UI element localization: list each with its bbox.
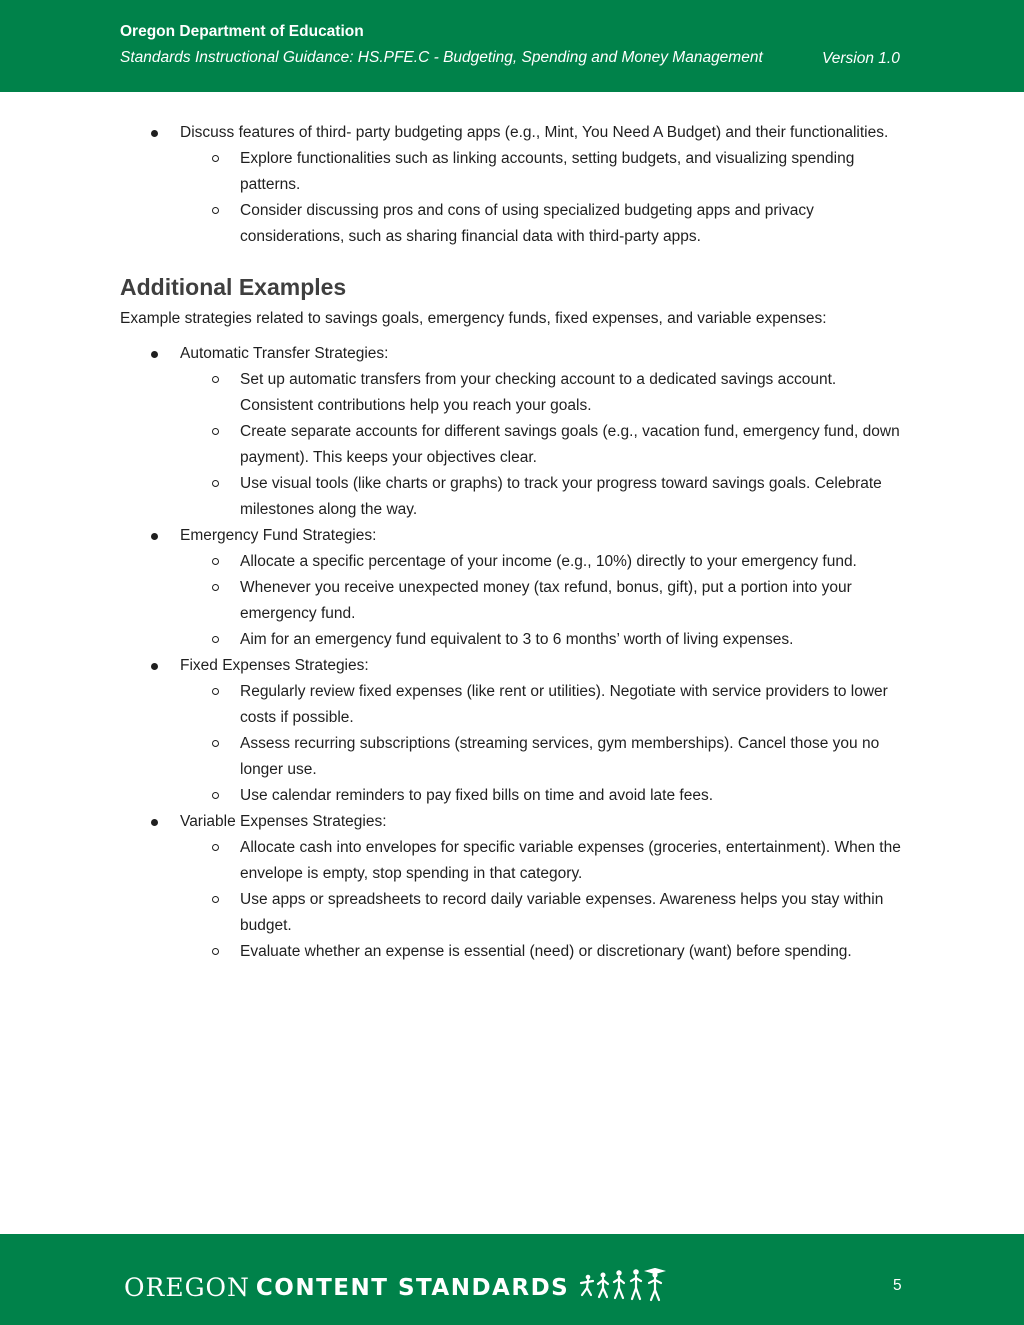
brand-logo bbox=[124, 1268, 671, 1304]
circle-bullet-icon bbox=[212, 740, 219, 747]
sub-list-item bbox=[180, 575, 910, 627]
circle-bullet-icon bbox=[212, 688, 219, 695]
sub-list-item bbox=[180, 198, 910, 250]
sub-list-item-text: Assess recurring subscriptions (streaming services, gym memberships). Cancel those you no longer use. bbox=[240, 735, 880, 778]
sub-list bbox=[180, 679, 910, 809]
sub-list-item-text: Use visual tools (like charts or graphs) to track your progress toward savings goals. Celebrate milestones along the way. bbox=[240, 475, 882, 518]
sub-list-item-text: Aim for an emergency fund equivalent to 3 to 6 months’ worth of living expenses. bbox=[240, 631, 794, 648]
sub-list-item-text: Use apps or spreadsheets to record daily variable expenses. Awareness helps you stay within budget. bbox=[240, 891, 884, 934]
top-bullet-list bbox=[120, 120, 910, 250]
bullet-icon bbox=[151, 533, 158, 540]
list-item-text: Emergency Fund Strategies: bbox=[180, 527, 377, 544]
brand-light-text: OREGON bbox=[124, 1273, 250, 1302]
circle-bullet-icon bbox=[212, 558, 219, 565]
circle-bullet-icon bbox=[212, 636, 219, 643]
sub-list-item bbox=[180, 835, 910, 887]
list-item bbox=[120, 653, 910, 809]
sub-list-item-text: Evaluate whether an expense is essential (need) or discretionary (want) before spending. bbox=[240, 943, 852, 960]
circle-bullet-icon bbox=[212, 480, 219, 487]
sub-list-item bbox=[180, 887, 910, 939]
list-item bbox=[120, 120, 910, 250]
section-heading: Additional Examples bbox=[120, 274, 347, 300]
circle-bullet-icon bbox=[212, 948, 219, 955]
sub-list-item bbox=[180, 419, 910, 471]
list-item bbox=[120, 341, 910, 523]
sub-list-item bbox=[180, 146, 910, 198]
strategies-list bbox=[120, 341, 910, 965]
sub-list-item-text: Create separate accounts for different savings goals (e.g., vacation fund, emergency fund, down payment). This keeps your objectives clear. bbox=[240, 423, 900, 466]
list-item-text: Automatic Transfer Strategies: bbox=[180, 345, 389, 362]
sub-list bbox=[180, 549, 910, 653]
sub-list-item-text: Whenever you receive unexpected money (tax refund, bonus, gift), put a portion into your emergency fund. bbox=[240, 579, 852, 622]
circle-bullet-icon bbox=[212, 844, 219, 851]
circle-bullet-icon bbox=[212, 155, 219, 162]
circle-bullet-icon bbox=[212, 792, 219, 799]
sub-list-item-text: Allocate cash into envelopes for specific variable expenses (groceries, entertainment). When the envelope is empty, stop spending in that category. bbox=[240, 839, 901, 882]
sub-list bbox=[180, 367, 910, 523]
page-footer bbox=[0, 1234, 1024, 1325]
bullet-icon bbox=[151, 130, 158, 137]
sub-list-item bbox=[180, 549, 910, 575]
sub-list-item bbox=[180, 783, 910, 809]
sub-list-item bbox=[180, 471, 910, 523]
organization-name: Oregon Department of Education bbox=[120, 23, 364, 40]
bullet-icon bbox=[151, 663, 158, 670]
circle-bullet-icon bbox=[212, 584, 219, 591]
circle-bullet-icon bbox=[212, 428, 219, 435]
list-item bbox=[120, 809, 910, 965]
sub-list bbox=[180, 835, 910, 965]
document-subtitle: Standards Instructional Guidance: HS.PFE.C - Budgeting, Spending and Money Management bbox=[120, 49, 763, 66]
list-item-text: Discuss features of third- party budgeting apps (e.g., Mint, You Need A Budget) and their functionalities. bbox=[180, 124, 889, 141]
sub-list-item bbox=[180, 939, 910, 965]
sub-list-item-text: Use calendar reminders to pay fixed bills on time and avoid late fees. bbox=[240, 787, 713, 804]
document-body bbox=[120, 120, 910, 965]
bullet-icon bbox=[151, 819, 158, 826]
brand-bold-text: CONTENT STANDARDS bbox=[255, 1274, 570, 1301]
version-label: Version 1.0 bbox=[822, 50, 900, 67]
sub-list bbox=[180, 146, 910, 250]
page-header bbox=[0, 0, 1024, 92]
sub-list-item bbox=[180, 367, 910, 419]
circle-bullet-icon bbox=[212, 376, 219, 383]
section-intro: Example strategies related to savings goals, emergency funds, fixed expenses, and variable expenses: bbox=[120, 310, 827, 327]
sub-list-item-text: Explore functionalities such as linking accounts, setting budgets, and visualizing spending patterns. bbox=[240, 150, 855, 193]
list-item-text: Variable Expenses Strategies: bbox=[180, 813, 387, 830]
circle-bullet-icon bbox=[212, 207, 219, 214]
circle-bullet-icon bbox=[212, 896, 219, 903]
people-figures-icon bbox=[579, 1268, 671, 1307]
list-item bbox=[120, 523, 910, 653]
sub-list-item bbox=[180, 731, 910, 783]
sub-list-item bbox=[180, 627, 910, 653]
sub-list-item-text: Allocate a specific percentage of your income (e.g., 10%) directly to your emergency fund. bbox=[240, 553, 857, 570]
page-number: 5 bbox=[893, 1277, 902, 1294]
bullet-icon bbox=[151, 351, 158, 358]
sub-list-item-text: Set up automatic transfers from your checking account to a dedicated savings account. Consistent contributions help you reach your goals. bbox=[240, 371, 837, 414]
sub-list-item-text: Regularly review fixed expenses (like rent or utilities). Negotiate with service providers to lower costs if possible. bbox=[240, 683, 888, 726]
sub-list-item bbox=[180, 679, 910, 731]
sub-list-item-text: Consider discussing pros and cons of using specialized budgeting apps and privacy considerations, such as sharing financial data with third-party apps. bbox=[240, 202, 814, 245]
list-item-text: Fixed Expenses Strategies: bbox=[180, 657, 369, 674]
